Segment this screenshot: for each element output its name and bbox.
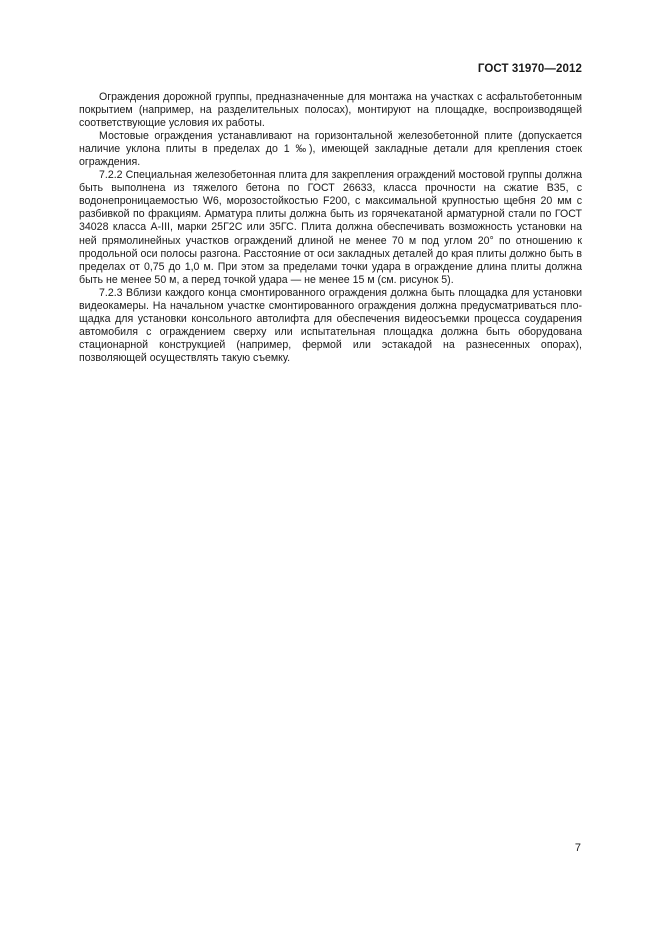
paragraph-7-2-3: 7.2.3 Вблизи каждого конца смонтированного ограждения должна быть площадка для установки видеокамеры. На начальном участке смонтированного ограждения должна предусматриваться площадка для установки консольного автолифта для обеспечения видеосъемки процесса соударения автомобиля с ограждением сверху или испытательная площадка должна быть оборудована стационарной конструкцией (например, фермой или эстакадой на разнесенных опорах), позволяющей осуществлять такую съемку. [79, 286, 582, 364]
body-text [79, 91, 582, 365]
paragraph-bridge-barriers: Мостовые ограждения устанавливают на горизонтальной железобетонной плите (допускается наличие уклона плиты в пределах до 1 ‰), имеющей закладные детали для крепления стоек ограждения. [79, 130, 582, 169]
paragraph-road-barriers: Ограждения дорожной группы, предназначенные для монтажа на участках с асфальтобетонным покрытием (например, на разделительных полосах), монтируют на площадке, воспроизводящей соответствующие условия их работы. [79, 91, 582, 130]
page-number: 7 [574, 842, 581, 854]
paragraph-7-2-2: 7.2.2 Специальная железобетонная плита для закрепления ограждений мостовой группы должна быть выполнена из тяжелого бетона по ГОСТ 26633, класса прочности на сжатие В35, с водонепроницаемостью W6, морозостойкостью F200, с максимальной крупностью щебня 20 мм с разбивкой по фракциям. Арматура плиты должна быть из горячекатаной арматурной стали по ГОСТ 34028 класса A-III, марки 25Г2С или 35ГС. Плита должна обеспечивать возможность установки на ней прямолинейных участков ограждений длиной не менее 70 м под углом 20° по отношению к продольной оси полосы разгона. Расстояние от оси закладных деталей до края плиты должно быть в пределах от 0,75 до 1,0 м. При этом за пределами точки удара в ограждение длина плиты должна быть не менее 50 м, а перед точкой удара — не менее 15 м (см. рисунок 5). [79, 169, 582, 286]
document-code-header: ГОСТ 31970—2012 [477, 63, 582, 75]
